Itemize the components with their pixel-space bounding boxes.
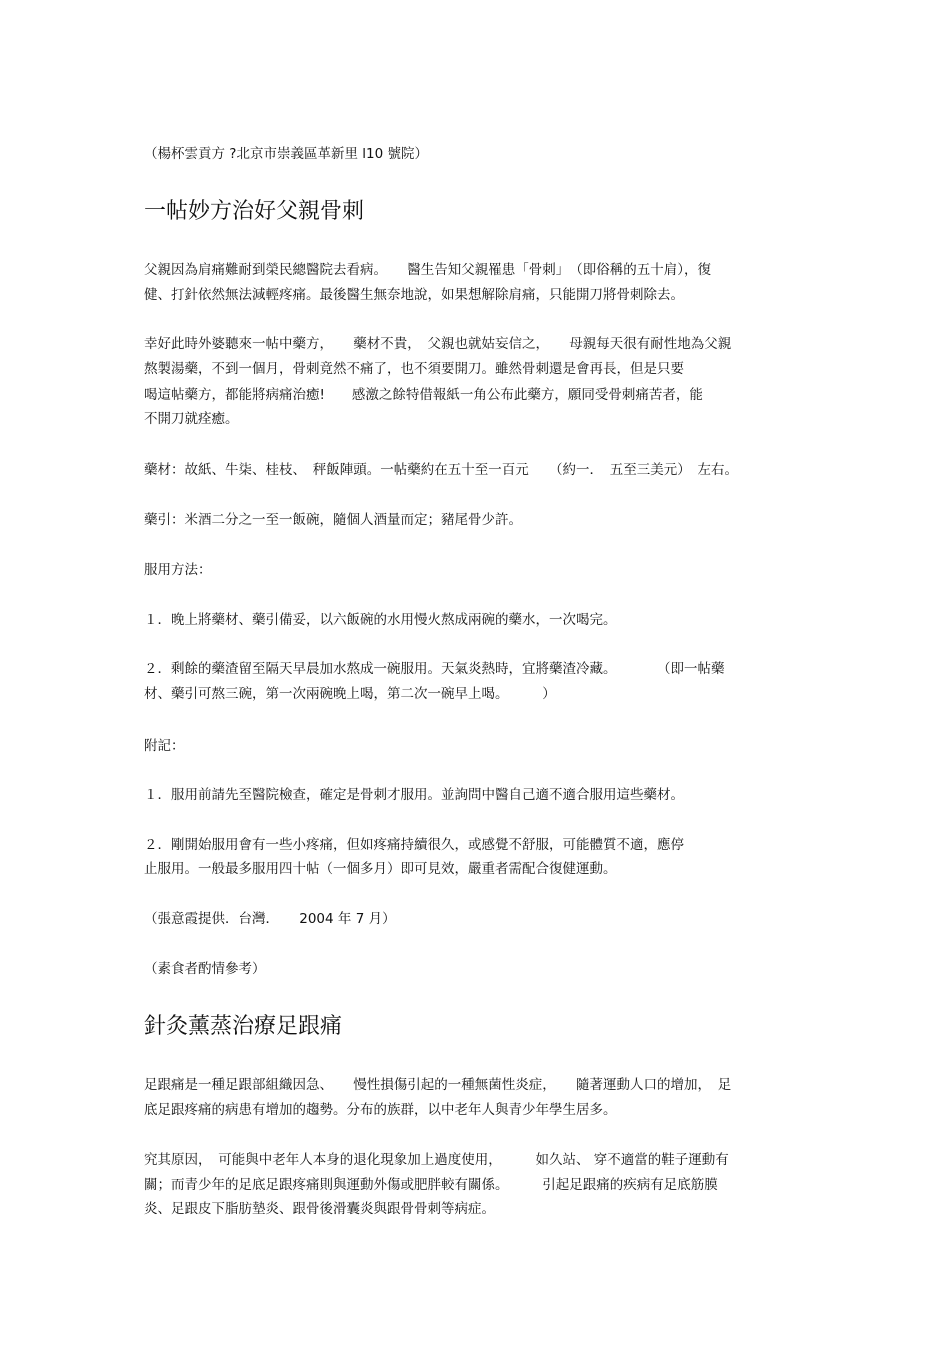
- paragraph-line: 炎、足跟皮下脂肪墊炎、跟骨後滑囊炎與跟骨骨刺等病症。: [144, 1201, 495, 1217]
- paragraph-line: 足跟痛是一種足跟部組織因急、 慢性損傷引起的一種無菌性炎症， 隨著運動人口的增加， 足: [144, 1077, 732, 1093]
- credit-line: （素食者酌情參考）: [144, 961, 266, 977]
- paragraph-line: 幸好此時外婆聽來一帖中藥方， 藥材不貴， 父親也就姑妄信之， 母親每天很有耐性地為父親: [144, 336, 732, 352]
- guide-line: 藥引：米酒二分之一至一飯碗，隨個人酒量而定；豬尾骨少許。: [144, 512, 522, 528]
- note-item: １．服用前請先至醫院檢查，確定是骨刺才服用。並詢問中醫自己適不適合服用這些藥材。: [144, 787, 684, 803]
- paragraph-line: 父親因為肩痛難耐到榮民總醫院去看病。 醫生告知父親罹患「骨刺」 （即俗稱的五十肩），復: [144, 262, 711, 278]
- usage-item: 材、藥引可熬三碗，第一次兩碗晚上喝，第二次一碗早上喝。 ）: [144, 686, 556, 702]
- credit-line: （張意霞提供．台灣． 2004 年 7 月）: [144, 911, 396, 927]
- note-item: ２．剛開始服用會有一些小疼痛，但如疼痛持續很久，或感覺不舒服，可能體質不適，應停: [144, 837, 684, 853]
- paragraph-line: 不開刀就痊癒。: [144, 411, 239, 427]
- materials-line: 藥材：故紙、牛柒、桂枝、 秤飯陣頭。一帖藥約在五十至一百元 （約一． 五至三美元） 左右。: [144, 462, 738, 478]
- note-item: 止服用。一般最多服用四十帖（一個多月）即可見效，嚴重者需配合復健運動。: [144, 861, 617, 877]
- usage-heading: 服用方法：: [144, 562, 212, 578]
- note-heading: 附記：: [144, 738, 185, 754]
- paragraph-line: 底足跟疼痛的病患有增加的趨勢。分布的族群，以中老年人與青少年學生居多。: [144, 1102, 617, 1118]
- paragraph-line: 究其原因， 可能與中老年人本身的退化現象加上過度使用， 如久站、 穿不適當的鞋子運動有: [144, 1152, 729, 1168]
- section-title: 一帖妙方治好父親骨刺: [144, 199, 365, 224]
- paragraph-line: 健、打針依然無法減輕疼痛。最後醫生無奈地說，如果想解除肩痛，只能開刀將骨刺除去。: [144, 287, 684, 303]
- paragraph-line: 熬製湯藥，不到一個月，骨刺竟然不痛了，也不須要開刀。雖然骨刺還是會再長，但是只要: [144, 361, 684, 377]
- paragraph-line: 喝這帖藥方，都能將病痛治癒! 感激之餘特借報紙一角公布此藥方，願同受骨刺痛苦者，能: [144, 387, 703, 403]
- credit-line: （楊杯雲貢方 ?北京市崇義區革新里 l10 號院）: [144, 146, 428, 162]
- usage-item: ２．剩餘的藥渣留至隔天早晨加水熬成一碗服用。天氣炎熱時，宜將藥渣冷藏。 （即一帖藥: [144, 661, 725, 677]
- usage-item: １．晚上將藥材、藥引備妥，以六飯碗的水用慢火熬成兩碗的藥水，一次喝完。: [144, 612, 617, 628]
- section-title: 針灸薰蒸治療足跟痛: [144, 1014, 343, 1039]
- paragraph-line: 關；而青少年的足底足跟疼痛則與運動外傷或肥胖較有關係。 引起足跟痛的疾病有足底筋膜: [144, 1177, 718, 1193]
